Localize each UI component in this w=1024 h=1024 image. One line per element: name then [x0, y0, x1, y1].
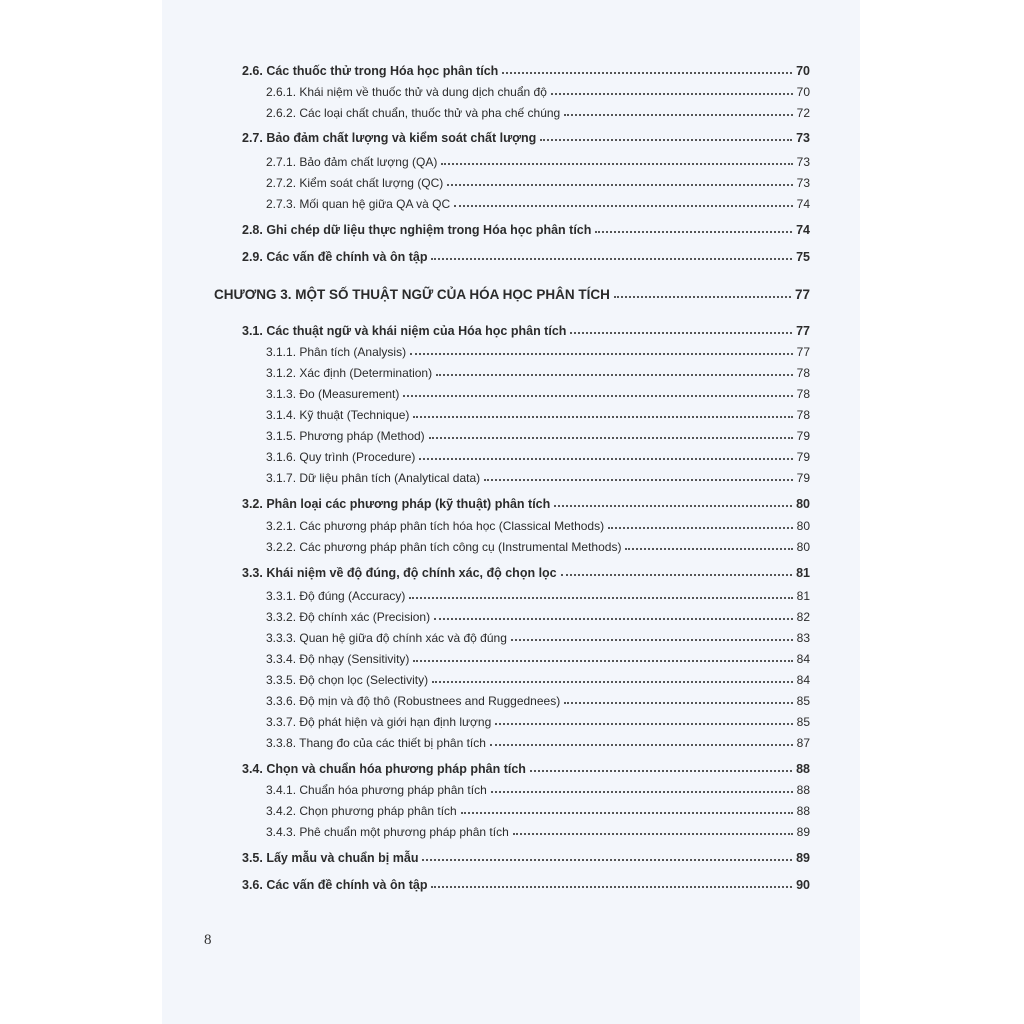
dot-leader — [502, 72, 792, 74]
dot-leader — [608, 527, 793, 529]
toc-page-number: 79 — [796, 471, 810, 485]
toc-subsection — [266, 821, 810, 839]
toc-page-number: 82 — [796, 610, 810, 624]
toc-page-number: 72 — [796, 106, 810, 120]
toc-title: 3.2. Phân loại các phương pháp (kỹ thuật) phân tích — [242, 497, 551, 511]
toc-page-number: 81 — [796, 589, 810, 603]
toc-title: 3.3.4. Độ nhạy (Sensitivity) — [266, 652, 410, 666]
toc-title: 3.3.1. Độ đúng (Accuracy) — [266, 589, 406, 603]
toc-subsection — [266, 102, 810, 120]
toc-title: 3.1.5. Phương pháp (Method) — [266, 429, 425, 443]
dot-leader — [625, 548, 792, 550]
toc-page-number: 80 — [796, 540, 810, 554]
toc-page-number: 80 — [796, 497, 810, 511]
toc-section — [242, 493, 810, 511]
dot-leader — [454, 205, 793, 207]
dot-leader — [490, 744, 793, 746]
toc-page-number: 78 — [796, 408, 810, 422]
toc-subsection — [266, 81, 810, 99]
toc-title: 3.1.1. Phân tích (Analysis) — [266, 345, 407, 359]
toc-page-number: 85 — [796, 715, 810, 729]
toc-subsection — [266, 648, 810, 666]
dot-leader — [554, 505, 792, 507]
toc-subsection — [266, 711, 810, 729]
dot-leader — [409, 597, 792, 599]
toc-subsection — [266, 627, 810, 645]
toc-title: 3.1.6. Quy trình (Procedure) — [266, 450, 416, 464]
toc-page-number: 73 — [796, 155, 810, 169]
dot-leader — [551, 93, 793, 95]
toc-title: 3.2.2. Các phương pháp phân tích công cụ (Instrumental Methods) — [266, 540, 622, 554]
toc-title: 2.7.3. Mối quan hệ giữa QA và QC — [266, 197, 451, 211]
toc-subsection — [266, 172, 810, 190]
dot-leader — [530, 770, 792, 772]
toc-page-number: 77 — [796, 345, 810, 359]
toc-page-number: 77 — [796, 324, 810, 338]
toc-page-number: 78 — [796, 366, 810, 380]
toc-title: 3.3.3. Quan hệ giữa độ chính xác và độ đúng — [266, 631, 507, 645]
toc-subsection — [266, 690, 810, 708]
dot-leader — [422, 859, 792, 861]
toc-subsection — [266, 383, 810, 401]
toc-title: 3.4.1. Chuẩn hóa phương pháp phân tích — [266, 783, 487, 797]
dot-leader — [595, 231, 792, 233]
toc-subsection — [266, 515, 810, 533]
toc-title: 3.4. Chọn và chuẩn hóa phương pháp phân tích — [242, 762, 526, 776]
toc-page-number: 73 — [796, 131, 810, 145]
toc-title: CHƯƠNG 3. MỘT SỐ THUẬT NGỮ CỦA HÓA HỌC PHÂN TÍCH — [214, 287, 610, 302]
toc-section — [242, 60, 810, 78]
toc-title: 2.8. Ghi chép dữ liệu thực nghiệm trong Hóa học phân tích — [242, 223, 592, 237]
table-of-contents — [162, 0, 860, 1024]
book-page — [162, 0, 860, 1024]
dot-leader — [540, 139, 792, 141]
dot-leader — [513, 833, 793, 835]
toc-page-number: 90 — [796, 878, 810, 892]
toc-title: 2.6. Các thuốc thử trong Hóa học phân tích — [242, 64, 499, 78]
toc-subsection — [266, 669, 810, 687]
toc-page-number: 81 — [796, 566, 810, 580]
dot-leader — [431, 258, 792, 260]
toc-section — [242, 847, 810, 865]
toc-title: 3.3.2. Độ chính xác (Precision) — [266, 610, 431, 624]
toc-page-number: 80 — [796, 519, 810, 533]
toc-title: 3.1.2. Xác định (Determination) — [266, 366, 433, 380]
dot-leader — [441, 163, 792, 165]
toc-section — [242, 758, 810, 776]
toc-page-number: 84 — [796, 652, 810, 666]
dot-leader — [495, 723, 792, 725]
toc-subsection — [266, 606, 810, 624]
toc-subsection — [266, 536, 810, 554]
dot-leader — [429, 437, 793, 439]
toc-page-number: 70 — [796, 64, 810, 78]
chapter-heading — [214, 284, 810, 302]
page-number: 8 — [204, 932, 212, 948]
toc-page-number: 79 — [796, 429, 810, 443]
toc-title: 2.7. Bảo đảm chất lượng và kiểm soát chất lượng — [242, 131, 537, 145]
toc-subsection — [266, 585, 810, 603]
dot-leader — [419, 458, 792, 460]
toc-title: 3.5. Lấy mẫu và chuẩn bị mẫu — [242, 851, 419, 865]
toc-page-number: 88 — [796, 762, 810, 776]
toc-title: 3.1.3. Đo (Measurement) — [266, 387, 400, 401]
dot-leader — [491, 791, 793, 793]
toc-title: 3.3.6. Độ mịn và độ thô (Robustnees and Ruggednees) — [266, 694, 561, 708]
dot-leader — [403, 395, 792, 397]
dot-leader — [461, 812, 793, 814]
toc-title: 2.6.1. Khái niệm về thuốc thử và dung dịch chuẩn độ — [266, 85, 547, 99]
dot-leader — [432, 681, 793, 683]
toc-subsection — [266, 425, 810, 443]
toc-section — [242, 320, 810, 338]
toc-title: 2.7.1. Bảo đảm chất lượng (QA) — [266, 155, 438, 169]
toc-page-number: 79 — [796, 450, 810, 464]
toc-page-number: 85 — [796, 694, 810, 708]
toc-page-number: 77 — [794, 287, 810, 302]
toc-section — [242, 562, 810, 580]
dot-leader — [511, 639, 793, 641]
toc-title: 3.1. Các thuật ngữ và khái niệm của Hóa học phân tích — [242, 324, 567, 338]
toc-page-number: 84 — [796, 673, 810, 687]
dot-leader — [413, 660, 792, 662]
toc-page-number: 78 — [796, 387, 810, 401]
toc-page-number: 74 — [796, 223, 810, 237]
dot-leader — [410, 353, 793, 355]
toc-page-number: 75 — [796, 250, 810, 264]
dot-leader — [413, 416, 792, 418]
toc-page-number: 83 — [796, 631, 810, 645]
toc-title: 3.1.4. Kỹ thuật (Technique) — [266, 408, 410, 422]
dot-leader — [564, 702, 792, 704]
dot-leader — [564, 114, 792, 116]
toc-page-number: 70 — [796, 85, 810, 99]
toc-page-number: 74 — [796, 197, 810, 211]
toc-title: 3.6. Các vấn đề chính và ôn tập — [242, 878, 428, 892]
toc-page-number: 88 — [796, 804, 810, 818]
dot-leader — [447, 184, 792, 186]
toc-page-number: 89 — [796, 851, 810, 865]
toc-subsection — [266, 467, 810, 485]
toc-title: 3.4.2. Chọn phương pháp phân tích — [266, 804, 457, 818]
toc-title: 2.7.2. Kiểm soát chất lượng (QC) — [266, 176, 444, 190]
dot-leader — [614, 296, 791, 298]
toc-section — [242, 219, 810, 237]
dot-leader — [436, 374, 793, 376]
toc-subsection — [266, 341, 810, 359]
toc-title: 3.3.7. Độ phát hiện và giới hạn định lượng — [266, 715, 492, 729]
dot-leader — [434, 618, 793, 620]
toc-subsection — [266, 800, 810, 818]
dot-leader — [431, 886, 792, 888]
dot-leader — [570, 332, 792, 334]
toc-page-number: 87 — [796, 736, 810, 750]
toc-subsection — [266, 404, 810, 422]
toc-section — [242, 874, 810, 892]
toc-page-number: 89 — [796, 825, 810, 839]
toc-subsection — [266, 151, 810, 169]
toc-page-number: 88 — [796, 783, 810, 797]
toc-section — [242, 127, 810, 145]
toc-title: 3.4.3. Phê chuẩn một phương pháp phân tích — [266, 825, 509, 839]
toc-subsection — [266, 193, 810, 211]
toc-subsection — [266, 779, 810, 797]
toc-subsection — [266, 446, 810, 464]
toc-title: 2.9. Các vấn đề chính và ôn tập — [242, 250, 428, 264]
toc-title: 3.2.1. Các phương pháp phân tích hóa học (Classical Methods) — [266, 519, 605, 533]
toc-title: 3.3. Khái niệm về độ đúng, độ chính xác, độ chọn lọc — [242, 566, 557, 580]
toc-subsection — [266, 732, 810, 750]
dot-leader — [561, 574, 792, 576]
dot-leader — [484, 479, 792, 481]
toc-subsection — [266, 362, 810, 380]
toc-title: 3.1.7. Dữ liệu phân tích (Analytical data) — [266, 471, 481, 485]
toc-title: 3.3.5. Độ chọn lọc (Selectivity) — [266, 673, 429, 687]
toc-title: 2.6.2. Các loại chất chuẩn, thuốc thử và pha chế chúng — [266, 106, 561, 120]
toc-section — [242, 246, 810, 264]
toc-title: 3.3.8. Thang đo của các thiết bị phân tích — [266, 736, 486, 750]
toc-page-number: 73 — [796, 176, 810, 190]
